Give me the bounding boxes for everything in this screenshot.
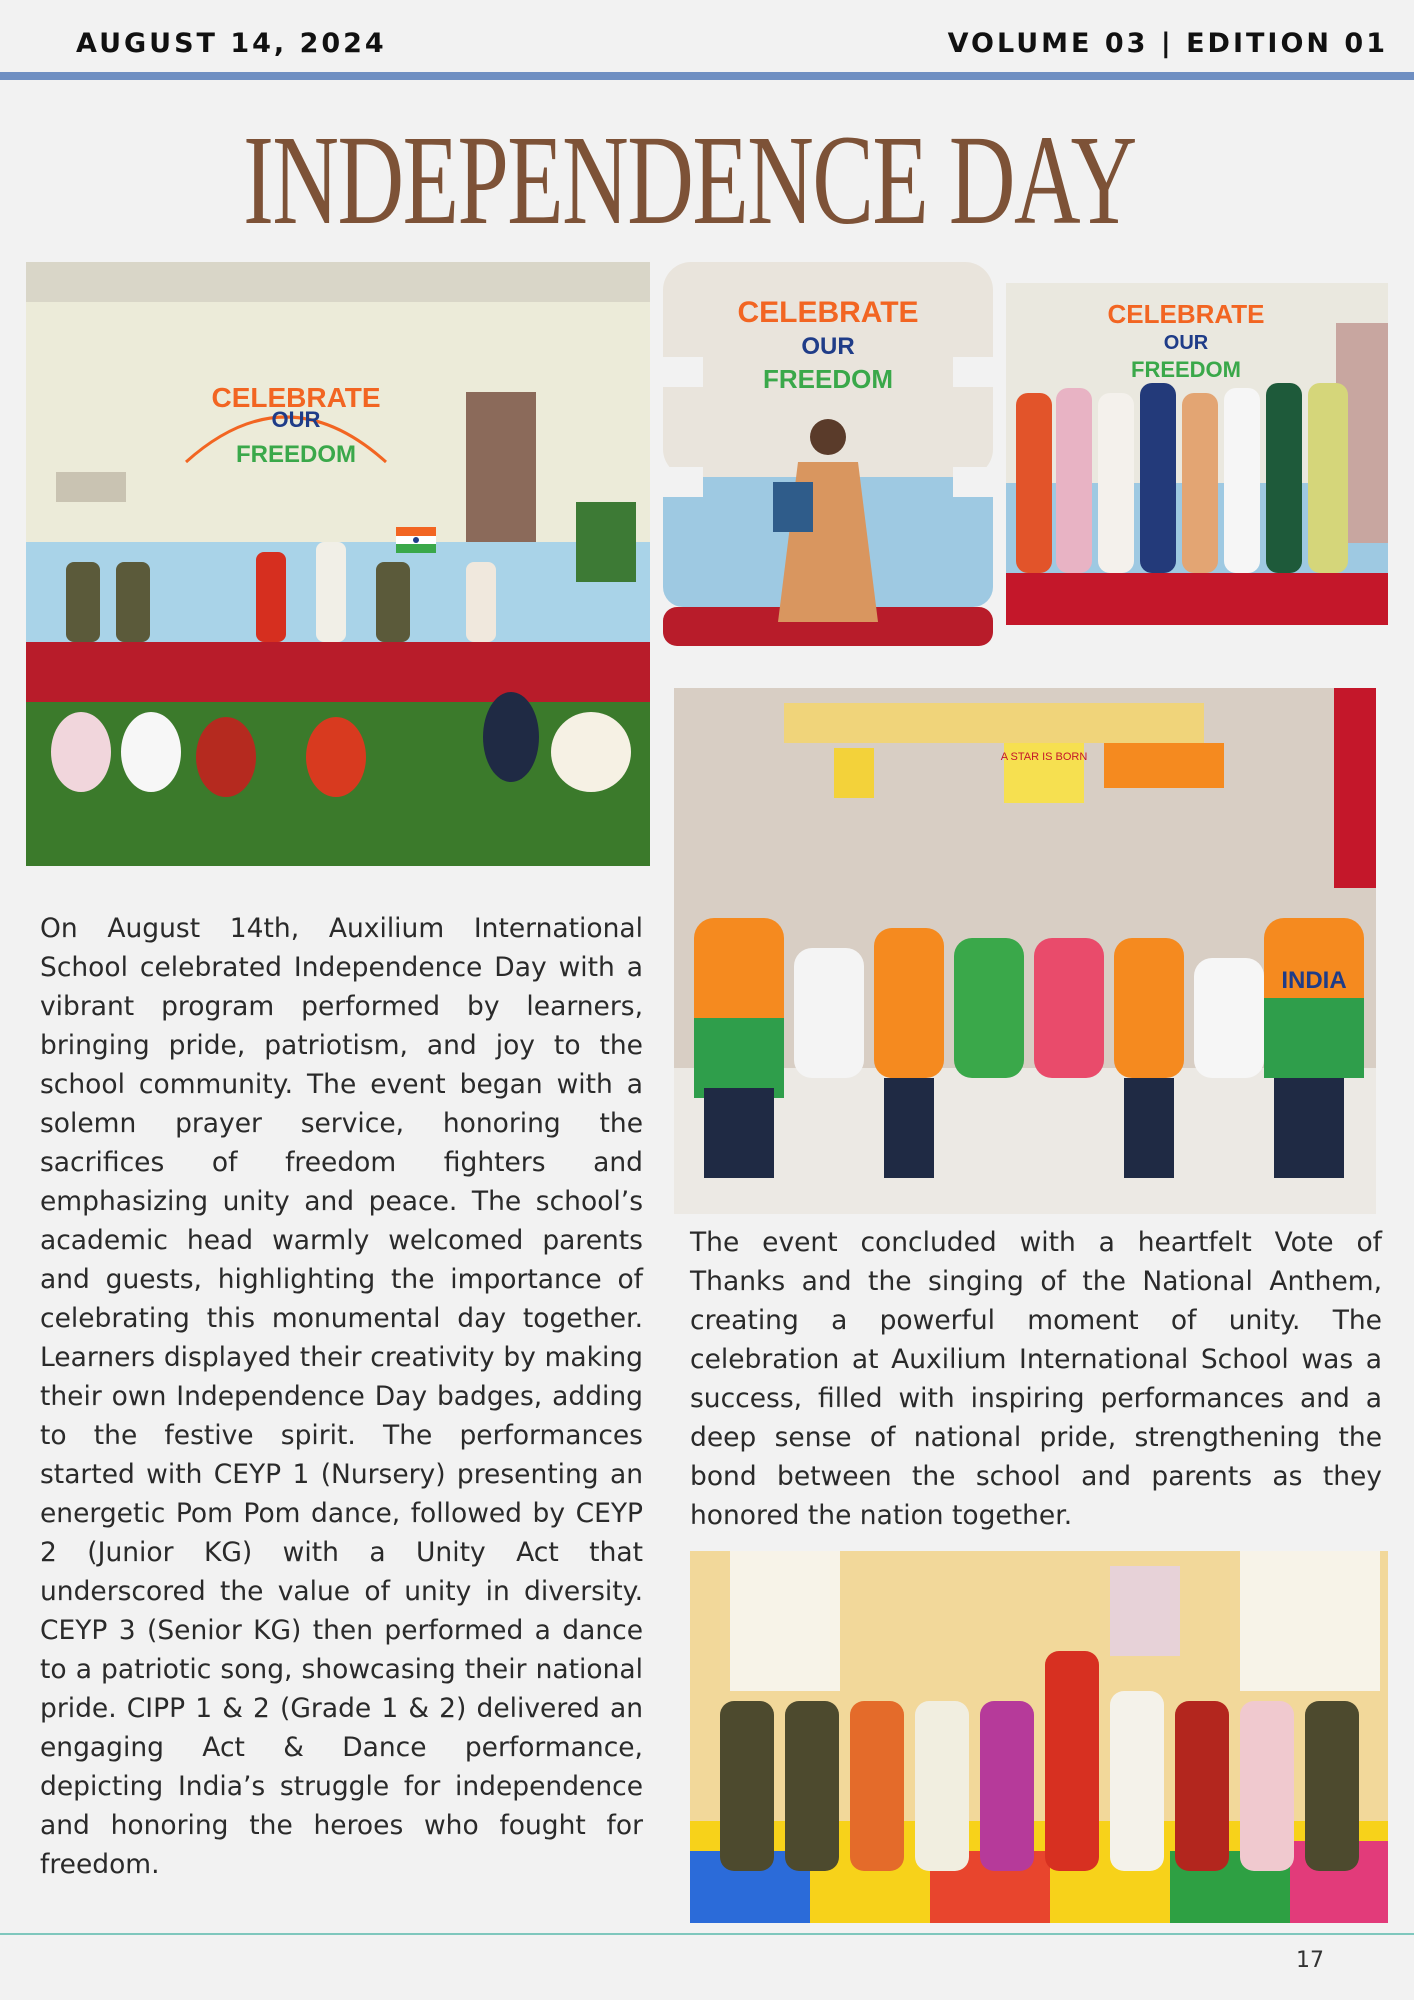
header-rule [0,72,1414,80]
header-volume: VOLUME 03 | EDITION 01 [947,28,1388,59]
speaker-banner-our: OUR [801,333,855,360]
teachers-banner-our: OUR [1163,332,1209,354]
banner-word-celebrate: CELEBRATE [211,382,381,413]
costume-group-photo [690,1551,1388,1923]
banner-word-our: OUR [271,407,321,432]
footer-rule [0,1933,1414,1935]
teachers-group-photo [1006,283,1388,625]
speaker-banner-freedom: FREEDOM [763,364,893,394]
classroom-sign: A STAR IS BORN [1000,751,1088,763]
header-date: AUGUST 14, 2024 [76,28,387,59]
banner-word-freedom: FREEDOM [236,441,356,468]
page-title: INDEPENDENCE DAY [243,109,1136,251]
teachers-banner-freedom: FREEDOM [1131,357,1241,382]
shirt-text: INDIA [1281,967,1347,994]
page-number: 17 [1296,1948,1324,1973]
teachers-banner-celebrate: CELEBRATE [1107,299,1265,329]
article-right-paragraph: The event concluded with a heartfelt Vote of Thanks and the singing of the National Anthem, creating a powerful moment of unity. The celebration at Auxilium International School was a success, filled with inspiring performances and a deep sense of national pride, strengthening the bond between the school and parents as they honored the nation together. [690,1227,1382,1531]
classroom-children-photo [674,688,1376,1214]
speaker-photo [663,262,993,646]
speaker-banner-celebrate: CELEBRATE [737,296,919,329]
stage-performance-photo [26,262,650,866]
article-left-paragraph: On August 14th, Auxilium International School celebrated Independence Day with a vibrant program performed by learners, bringing pride, patriotism, and joy to the school community. The event began with a solemn prayer service, honoring the sacrifices of freedom fighters and emphasizing unity and peace. The school’s academic head warmly welcomed parents and guests, highlighting the importance of celebrating this monumental day together. Learners displayed their creativity by making their own Independence Day badges, adding to the festive spirit. The performances started with CEYP 1 (Nursery) presenting an energetic Pom Pom dance, followed by CEYP 2 (Junior KG) with a Unity Act that underscored the value of unity in diversity. CEYP 3 (Senior KG) then performed a dance to a patriotic song, showcasing their national pride. CIPP 1 & 2 (Grade 1 & 2) delivered an engaging Act & Dance performance, depicting India’s struggle for independence and honoring the heroes who fought for freedom. [40,913,643,1880]
